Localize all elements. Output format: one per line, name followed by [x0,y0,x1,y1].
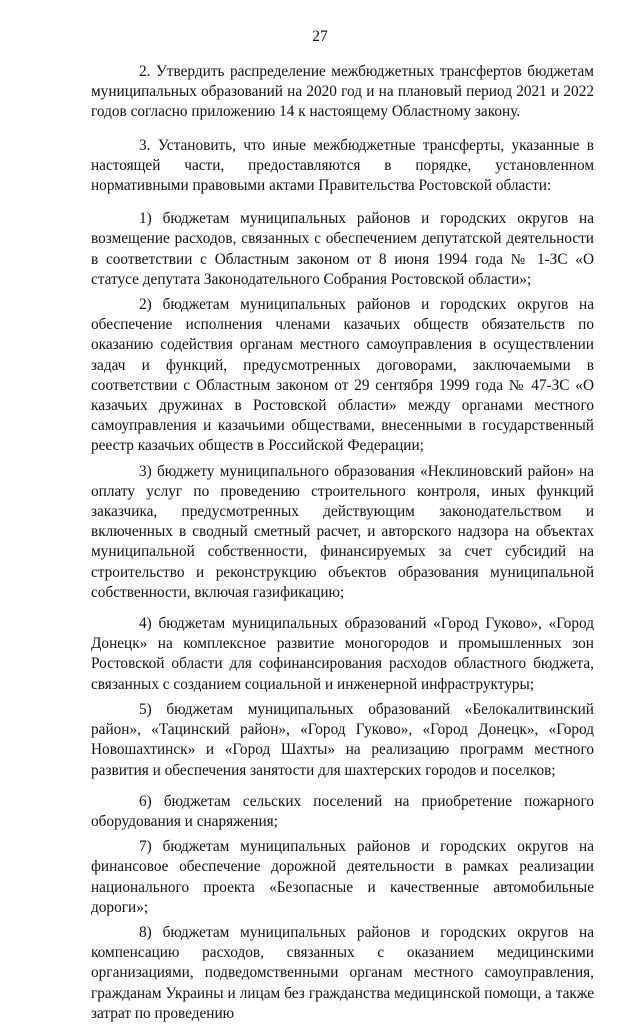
list-item-8-medical-compensation: 8) бюджетам муниципальных районов и городских округов на компенсацию расходов, связанных с оказанием медицинскими организациями, подведомственными органам местного самоуправления, гражданам Украины и лицам без гражданства медицинской помощи, а также затрат по проведению [91,923,594,1022]
document-body [91,62,594,1024]
page-number: 27 [312,28,328,45]
list-item-7-road-activity: 7) бюджетам муниципальных районов и городских округов на финансовое обеспечение дорожной деятельности в рамках реализации национального проекта «Безопасные и качественные автомобильные дороги»; [91,838,594,916]
list-item-3-neklinovsky-district: 3) бюджету муниципального образования «Неклиновский район» на оплату услуг по проведению строительного контроля, иных функций заказчика, предусмотренных действующим законодательством и включенных в сводный сметный расчет, и авторского надзора на объектах муниципальной собственности, финансируемых за счет субсидий на строительство и реконструкцию объектов образования муниципальной собственности, включая газификацию; [91,462,594,601]
list-item-4-monotowns: 4) бюджетам муниципальных образований «Город Гуково», «Город Донецк» на комплексное развитие моногородов и промышленных зон Ростовской области для софинансирования расходов областного бюджета, связанных с созданием социальной и инженерной инфраструктуры; [91,615,594,693]
paragraph-3-other-transfers: 3. Установить, что иные межбюджетные трансферты, указанные в настоящей части, предоставляются в порядке, установленном нормативными правовыми актами Правительства Ростовской области: [91,136,594,195]
list-item-5-mining-towns: 5) бюджетам муниципальных образований «Белокалитвинский район», «Тацинский район», «Город Гуково», «Город Донецк», «Город Новошахтинск» и «Город Шахты» на реализацию программ местного развития и обеспечения занятости для шахтерских городов и поселков; [91,700,594,779]
list-item-1-deputy-expenses: 1) бюджетам муниципальных районов и городских округов на возмещение расходов, связанных с обеспечением депутатской деятельности в соответствии с Областным законом от 8 июня 1994 года № 1-ЗС «О статусе депутата Законодательного Собрания Ростовской области»; [91,210,594,288]
list-item-6-fire-equipment: 6) бюджетам сельских поселений на приобретение пожарного оборудования и снаряжения; [91,792,594,830]
paragraph-2-approve-distribution: 2. Утвердить распределение межбюджетных трансфертов бюджетам муниципальных образований на 2020 год и на плановый период 2021 и 2022 годов согласно приложению 14 к настоящему Областному закону. [91,63,594,121]
list-item-2-cossack-societies: 2) бюджетам муниципальных районов и городских округов на обеспечение исполнения членами казачьих обществ обязательств по оказанию содействия органам местного самоуправления в осуществлении задач и функций, предусмотренных договорами, заключаемыми в соответствии с Областным законом от 29 сентября 1999 года № 47-ЗС «О казачьих дружинах в Ростовской области» между органами местного самоуправления и казачьими обществами, внесенными в государственный реестр казачьих обществ в Российской Федерации; [91,296,594,455]
